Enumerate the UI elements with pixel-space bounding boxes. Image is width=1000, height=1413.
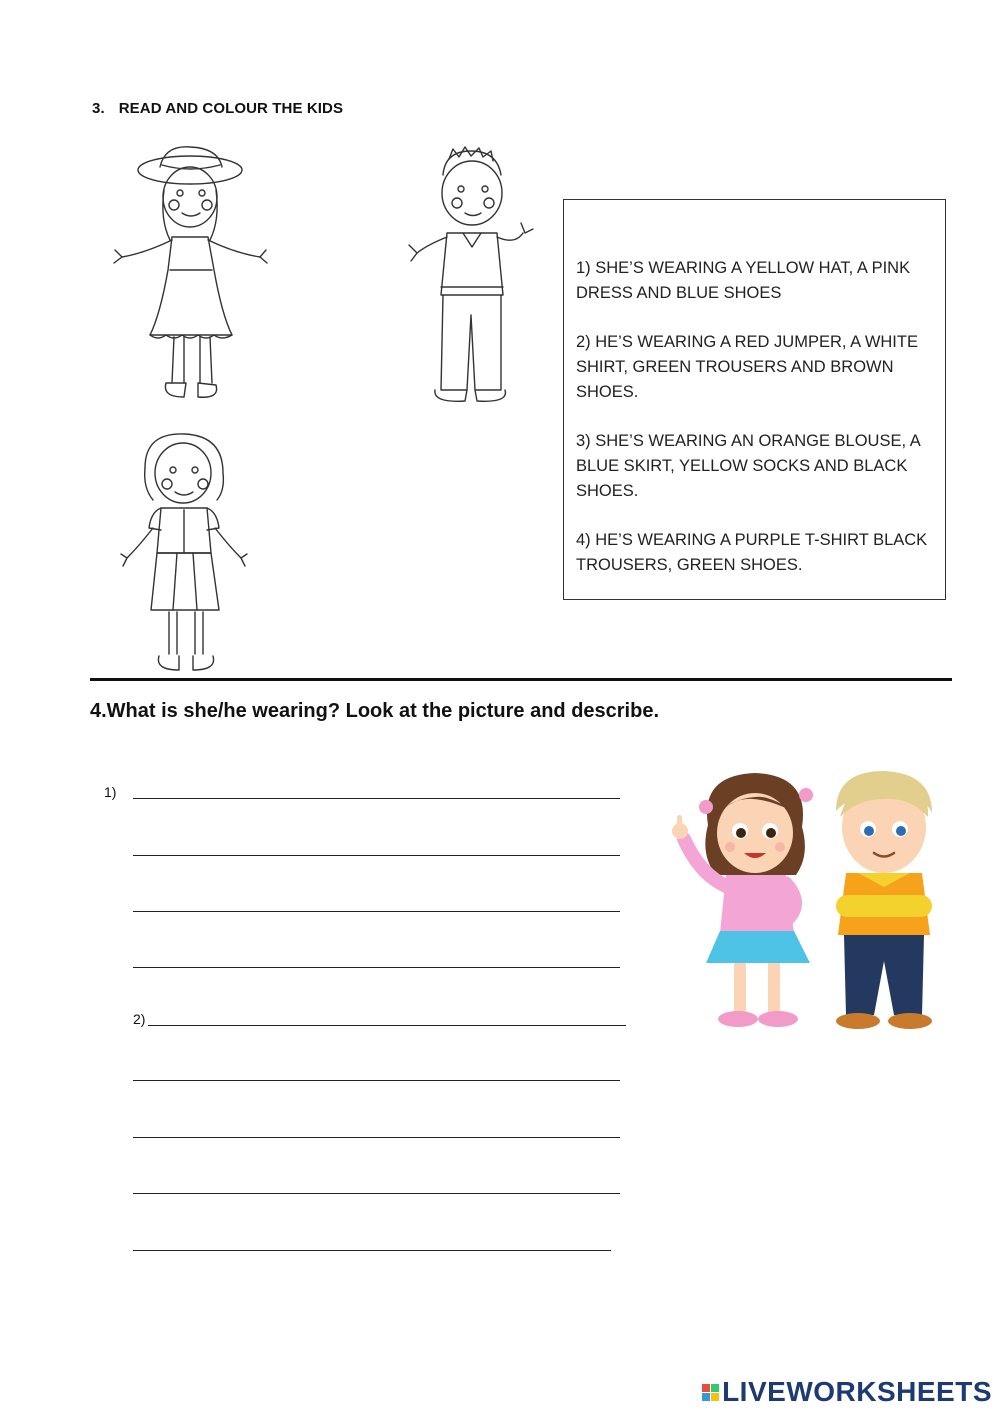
answer-line-7[interactable] bbox=[133, 1137, 620, 1138]
instruction-box bbox=[563, 199, 946, 600]
section-3-heading bbox=[92, 100, 343, 117]
boy-colour-figure bbox=[836, 771, 932, 1029]
instruction-3: 3) SHE’S WEARING AN ORANGE BLOUSE, A BLUE SKIRT, YELLOW SOCKS AND BLACK SHOES. bbox=[576, 432, 920, 500]
girl-colour-figure bbox=[672, 773, 813, 1027]
answer-line-3[interactable] bbox=[133, 911, 620, 912]
instruction-1: 1) SHE’S WEARING A YELLOW HAT, A PINK DRESS AND BLUE SHOES bbox=[576, 259, 911, 302]
logo-blocks-icon bbox=[702, 1384, 719, 1401]
answer-line-9[interactable] bbox=[133, 1250, 611, 1251]
liveworksheets-logo bbox=[702, 1376, 992, 1408]
section-4-heading: 4.What is she/he wearing? Look at the picture and describe. bbox=[90, 700, 660, 722]
answer-line-5[interactable] bbox=[148, 1025, 626, 1026]
answer-label-2: 2) bbox=[133, 1011, 146, 1027]
answer-line-8[interactable] bbox=[133, 1193, 620, 1194]
answer-line-4[interactable] bbox=[133, 967, 620, 968]
answer-line-1[interactable] bbox=[133, 798, 620, 799]
boy-with-jumper-drawing bbox=[405, 145, 540, 410]
answer-line-2[interactable] bbox=[133, 855, 620, 856]
section-3-number: 3. bbox=[92, 100, 105, 117]
answer-label-1: 1) bbox=[104, 784, 117, 800]
section-3-title: READ AND COLOUR THE KIDS bbox=[118, 100, 344, 117]
answer-line-6[interactable] bbox=[133, 1080, 620, 1081]
logo-text: LIVEWORKSHEETS bbox=[722, 1376, 992, 1407]
instruction-4: 4) HE’S WEARING A PURPLE T-SHIRT BLACK TROUSERS, GREEN SHOES. bbox=[576, 531, 928, 574]
section-divider bbox=[90, 678, 952, 681]
girl-with-skirt-drawing bbox=[115, 428, 255, 680]
kids-colour-illustration bbox=[660, 765, 950, 1045]
girl-with-hat-drawing bbox=[110, 145, 270, 410]
instruction-2: 2) HE’S WEARING A RED JUMPER, A WHITE SHIRT, GREEN TROUSERS AND BROWN SHOES. bbox=[576, 333, 918, 401]
